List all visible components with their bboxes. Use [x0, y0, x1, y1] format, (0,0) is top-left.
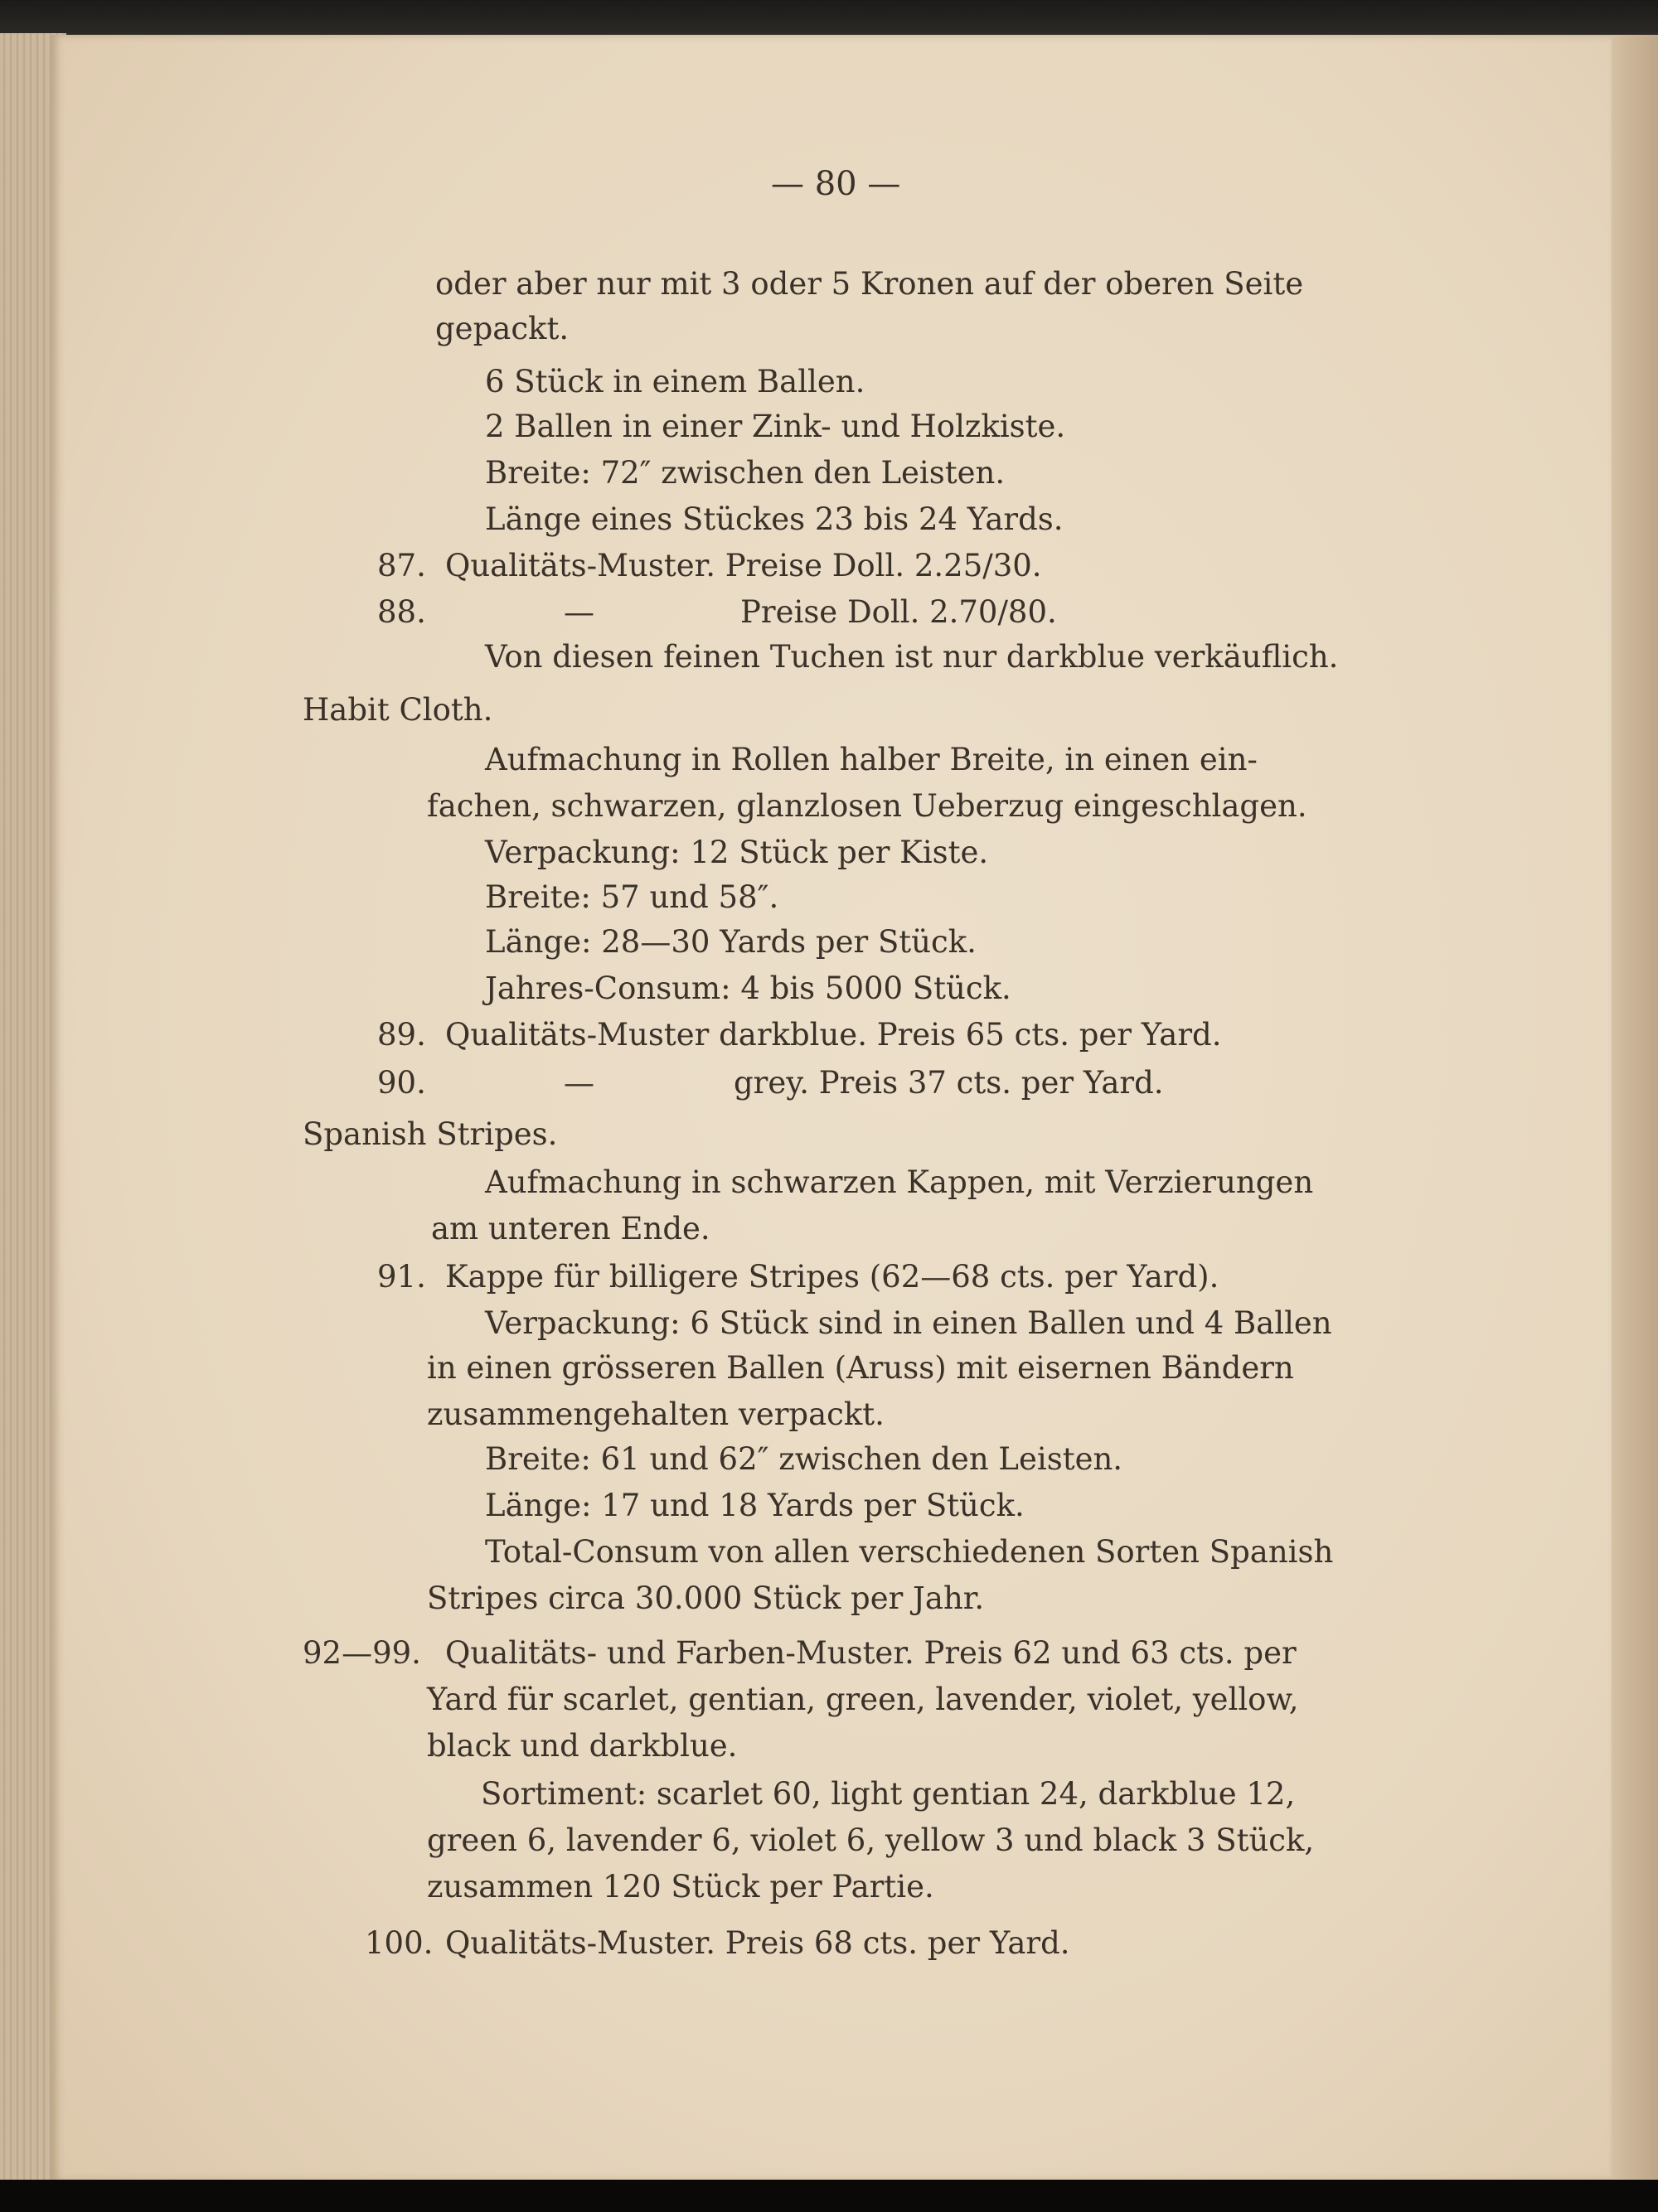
- text-line: Breite: 61 und 62″ zwischen den Leisten.: [485, 1441, 1123, 1477]
- text-line: Aufmachung in Rollen halber Breite, in einen ein-: [485, 742, 1258, 777]
- text-line: Verpackung: 12 Stück per Kiste.: [485, 835, 989, 870]
- text-line: Länge: 17 und 18 Yards per Stück.: [485, 1488, 1025, 1523]
- text-line: Stripes circa 30.000 Stück per Jahr.: [427, 1580, 985, 1616]
- text-line: Kappe für billigere Stripes (62—68 cts. per Yard).: [445, 1259, 1219, 1295]
- text-line: am unteren Ende.: [431, 1211, 710, 1246]
- item-number: 90.: [377, 1065, 426, 1101]
- text-line: Qualitäts-Muster darkblue. Preis 65 cts. per Yard.: [445, 1017, 1222, 1053]
- item-number: 89.: [377, 1017, 426, 1053]
- text-line: grey. Preis 37 cts. per Yard.: [734, 1065, 1164, 1101]
- text-line: Preise Doll. 2.70/80.: [740, 594, 1057, 630]
- text-line: Länge eines Stückes 23 bis 24 Yards.: [485, 501, 1064, 537]
- text-line: Qualitäts-Muster. Preis 68 cts. per Yard.: [445, 1925, 1070, 1961]
- page-number: — 80 —: [771, 165, 901, 203]
- section-heading: Spanish Stripes.: [303, 1116, 558, 1152]
- text-line: Länge: 28—30 Yards per Stück.: [485, 924, 977, 960]
- text-line: Breite: 57 und 58″.: [485, 879, 779, 915]
- ditto-mark: —: [564, 1065, 594, 1101]
- text-line: in einen grösseren Ballen (Aruss) mit eisernen Bändern: [427, 1350, 1294, 1386]
- text-line: black und darkblue.: [427, 1728, 738, 1764]
- item-number: 88.: [377, 594, 426, 630]
- book-page: [51, 35, 1612, 2181]
- text-line: Qualitäts- und Farben-Muster. Preis 62 und 63 cts. per: [445, 1635, 1297, 1671]
- text-line: Verpackung: 6 Stück sind in einen Ballen und 4 Ballen: [485, 1305, 1332, 1341]
- background-bottom: [0, 2180, 1658, 2212]
- item-number: 100.: [365, 1925, 434, 1961]
- item-number: 92—99.: [303, 1635, 421, 1671]
- ditto-mark: —: [564, 594, 594, 630]
- text-line: Qualitäts-Muster. Preise Doll. 2.25/30.: [445, 548, 1042, 583]
- page-right-edge: [1604, 35, 1658, 2181]
- text-line: Total-Consum von allen verschiedenen Sorten Spanish: [485, 1534, 1334, 1570]
- text-line: Aufmachung in schwarzen Kappen, mit Verzierungen: [485, 1164, 1314, 1200]
- text-line: fachen, schwarzen, glanzlosen Ueberzug eingeschlagen.: [427, 788, 1307, 824]
- item-number: 91.: [377, 1259, 426, 1295]
- text-line: Sortiment: scarlet 60, light gentian 24, darkblue 12,: [481, 1776, 1296, 1812]
- item-number: 87.: [377, 548, 426, 583]
- text-line: oder aber nur mit 3 oder 5 Kronen auf der oberen Seite: [435, 266, 1304, 302]
- text-line: Breite: 72″ zwischen den Leisten.: [485, 455, 1006, 491]
- text-line: zusammengehalten verpackt.: [427, 1396, 885, 1432]
- text-line: Von diesen feinen Tuchen ist nur darkblue verkäuflich.: [485, 639, 1339, 675]
- text-line: gepackt.: [435, 311, 570, 346]
- section-heading: Habit Cloth.: [303, 692, 493, 728]
- text-line: Jahres-Consum: 4 bis 5000 Stück.: [485, 970, 1011, 1006]
- text-line: green 6, lavender 6, violet 6, yellow 3 und black 3 Stück,: [427, 1822, 1315, 1858]
- text-line: zusammen 120 Stück per Partie.: [427, 1869, 934, 1905]
- text-line: 6 Stück in einem Ballen.: [485, 364, 865, 399]
- text-line: 2 Ballen in einer Zink- und Holzkiste.: [485, 409, 1066, 444]
- text-line: Yard für scarlet, gentian, green, lavender, violet, yellow,: [427, 1682, 1299, 1717]
